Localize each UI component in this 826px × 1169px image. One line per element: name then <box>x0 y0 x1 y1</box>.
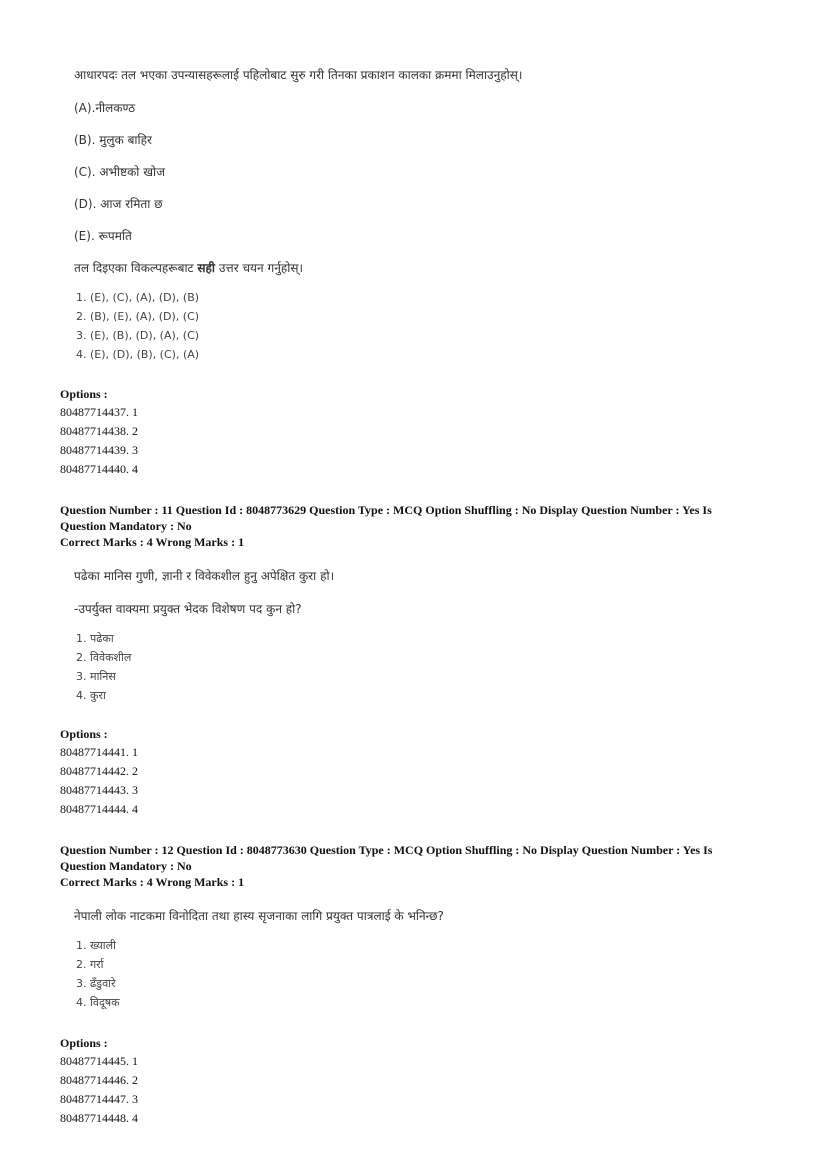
q10-choice-2: 2. (B), (E), (A), (D), (C) <box>76 310 200 323</box>
q10-option-1: 80487714437. 1 <box>60 405 138 419</box>
q10-option-3: 80487714439. 3 <box>60 443 138 457</box>
q10-choices <box>76 288 199 364</box>
q11-question: -उपर्युक्त वाक्यमा प्रयुक्त भेदक विशेषण पद कुन हो? <box>74 602 302 616</box>
q11-option-4: 80487714444. 4 <box>60 802 138 816</box>
q12-choice-2: 2. गर्रा <box>76 958 104 971</box>
q12-option-4: 80487714448. 4 <box>60 1111 138 1125</box>
q12-option-3: 80487714447. 3 <box>60 1092 138 1106</box>
q11-header-line2: Question Mandatory : No <box>60 519 192 533</box>
q11-choice-4: 4. कुरा <box>76 689 106 702</box>
q11-choice-1: 1. पढेका <box>76 632 114 645</box>
q10-item-d: (D). आज रमिता छ <box>74 197 163 211</box>
q12-header <box>60 842 712 890</box>
q11-choice-2: 2. विवेकशील <box>76 651 132 664</box>
q11-choice-3: 3. मानिस <box>76 670 116 683</box>
q10-item-a: (A).नीलकण्ठ <box>74 101 136 115</box>
q11-option-3: 80487714443. 3 <box>60 783 138 797</box>
q11-choices <box>76 629 131 705</box>
q12-options-list <box>60 1052 138 1128</box>
q11-options-label: Options : <box>60 727 108 741</box>
q10-choice-1: 1. (E), (C), (A), (D), (B) <box>76 291 200 304</box>
q12-choice-4: 4. विदूषक <box>76 996 120 1009</box>
q11-option-2: 80487714442. 2 <box>60 764 138 778</box>
q10-options-label: Options : <box>60 387 108 401</box>
q12-header-line1: Question Number : 12 Question Id : 8048773630 Question Type : MCQ Option Shuffling : No Display Question Number : Yes Is <box>60 843 713 857</box>
q12-choice-1: 1. ख्याली <box>76 939 116 952</box>
q10-item-c: (C). अभीष्टको खोज <box>74 165 166 179</box>
q12-header-line2: Question Mandatory : No <box>60 859 192 873</box>
q10-option-4: 80487714440. 4 <box>60 462 138 476</box>
q12-choice-3: 3. ढँडुवारे <box>76 977 116 990</box>
q10-instruction: आधारपदः तल भएका उपन्यासहरूलाई पहिलोबाट सुरु गरी तिनका प्रकाशन कालका क्रममा मिलाउनुहोस्। <box>74 68 523 82</box>
q12-option-1: 80487714445. 1 <box>60 1054 138 1068</box>
q12-marks: Correct Marks : 4 Wrong Marks : 1 <box>60 875 245 889</box>
q11-option-1: 80487714441. 1 <box>60 745 138 759</box>
q10-prompt <box>74 259 303 276</box>
q11-statement: पढेका मानिस गुणी, ज्ञानी र विवेकशील हुनु अपेक्षित कुरा हो। <box>74 569 335 583</box>
q10-prompt-bold: सही <box>197 261 216 275</box>
q10-item-b: (B). मुलुक बाहिर <box>74 133 152 147</box>
q10-prompt-post: उत्तर चयन गर्नुहोस्। <box>215 261 304 275</box>
q10-prompt-pre: तल दिइएका विकल्पहरूबाट <box>74 261 198 275</box>
q11-options-list <box>60 743 138 819</box>
q12-question: नेपाली लोक नाटकमा विनोदिता तथा हास्य सृजनाका लागि प्रयुक्त पात्रलाई के भनिन्छ? <box>74 909 444 923</box>
q10-options-list <box>60 403 138 479</box>
q12-option-2: 80487714446. 2 <box>60 1073 138 1087</box>
q10-item-e: (E). रूपमति <box>74 229 132 243</box>
q12-options-label: Options : <box>60 1036 108 1050</box>
q11-marks: Correct Marks : 4 Wrong Marks : 1 <box>60 535 245 549</box>
q10-option-2: 80487714438. 2 <box>60 424 138 438</box>
q11-header <box>60 502 712 550</box>
q12-choices <box>76 936 120 1012</box>
q10-choice-4: 4. (E), (D), (B), (C), (A) <box>76 348 200 361</box>
q11-header-line1: Question Number : 11 Question Id : 8048773629 Question Type : MCQ Option Shuffling : No Display Question Number : Yes Is <box>60 503 712 517</box>
q10-choice-3: 3. (E), (B), (D), (A), (C) <box>76 329 200 342</box>
